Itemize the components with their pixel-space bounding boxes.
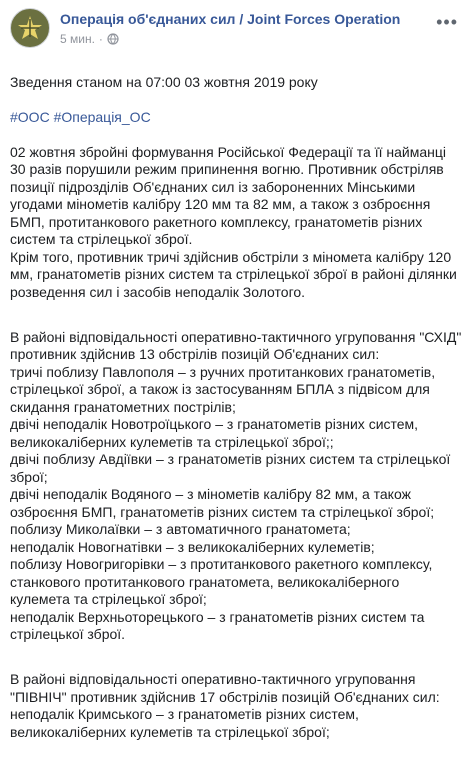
- post-paragraph: 02 жовтня збройні формування Російської Федерації та її найманці 30 разів порушили режим припинення вогню. Противник обстріляв позиції підрозділів Об'єднаних сил із забороненних Мінськими угодами мінометів калібру 120 мм та 82 мм, а також з озброєння БМП, протитанкового ракетного комплексу, гранатометів різних систем та стрілецької зброї. Крім того, противник тричі здійснив обстріли з міномета калібру 120 мм, гранатометів різних систем та стрілецької зброї в районі ділянки розведення сил і засобів неподалік Золотого.: [10, 143, 457, 300]
- post-header: [10, 8, 460, 48]
- post-meta: [60, 32, 119, 46]
- post-timestamp[interactable]: 5 мин.: [60, 32, 95, 46]
- globe-icon: [107, 33, 119, 45]
- hashtags-link[interactable]: #ООС #Операція_ОС: [10, 108, 151, 125]
- emblem-icon: [15, 13, 45, 43]
- more-options-icon[interactable]: •••: [436, 12, 458, 32]
- meta-separator: ·: [98, 32, 103, 46]
- post-content: [10, 56, 462, 759]
- post-paragraph-east: В районі відповідальності оперативно-тактичного угруповання "СХІД" противник здійснив 13 обстрілів позицій Об'єднаних сил: тричі поблизу Павлополя – з ручних протитанкових гранатометів, стрілецької зброї, а також із застосуванням БПЛА з підвісом для скидання гранатометних пострілів; двічі неподалік Новотроїцького – з гранатометів різних систем, великокаліберних кулеметів та стрілецької зброї;; двічі поблизу Авдіївки – з гранатометів різних систем та стрілецької зброї; двічі неподалік Водяного – з мінометів калібру 82 мм, а також озброєння БМП, гранатометів різних систем та стрілецької зброї; поблизу Миколаївки – з автоматичного гранатомета; неподалік Новогнатівки – з великокаліберних кулеметів; поблизу Новогригорівки – з протитанкового ракетного комплексу, станкового протитанкового гранатомета, великокаліберного кулемета та стрілецької зброї; неподалік Верхньоторецького – з гранатометів різних систем та стрілецької зброї.: [10, 328, 462, 642]
- post-paragraph-north: В районі відповідальності оперативно-тактичного угруповання "ПІВНІЧ" противник здійснив 17 обстрілів позицій Об'єднаних сил: неподалік Кримського – з гранатометів різних систем, великокаліберних кулеметів та стрілецької зброї;: [10, 671, 440, 740]
- post-intro-line: Зведення станом на 07:00 03 жовтня 2019 року: [10, 73, 318, 90]
- page-avatar[interactable]: [10, 8, 50, 48]
- page-name-link[interactable]: Операція об'єднаних сил / Joint Forces Operation: [60, 11, 401, 27]
